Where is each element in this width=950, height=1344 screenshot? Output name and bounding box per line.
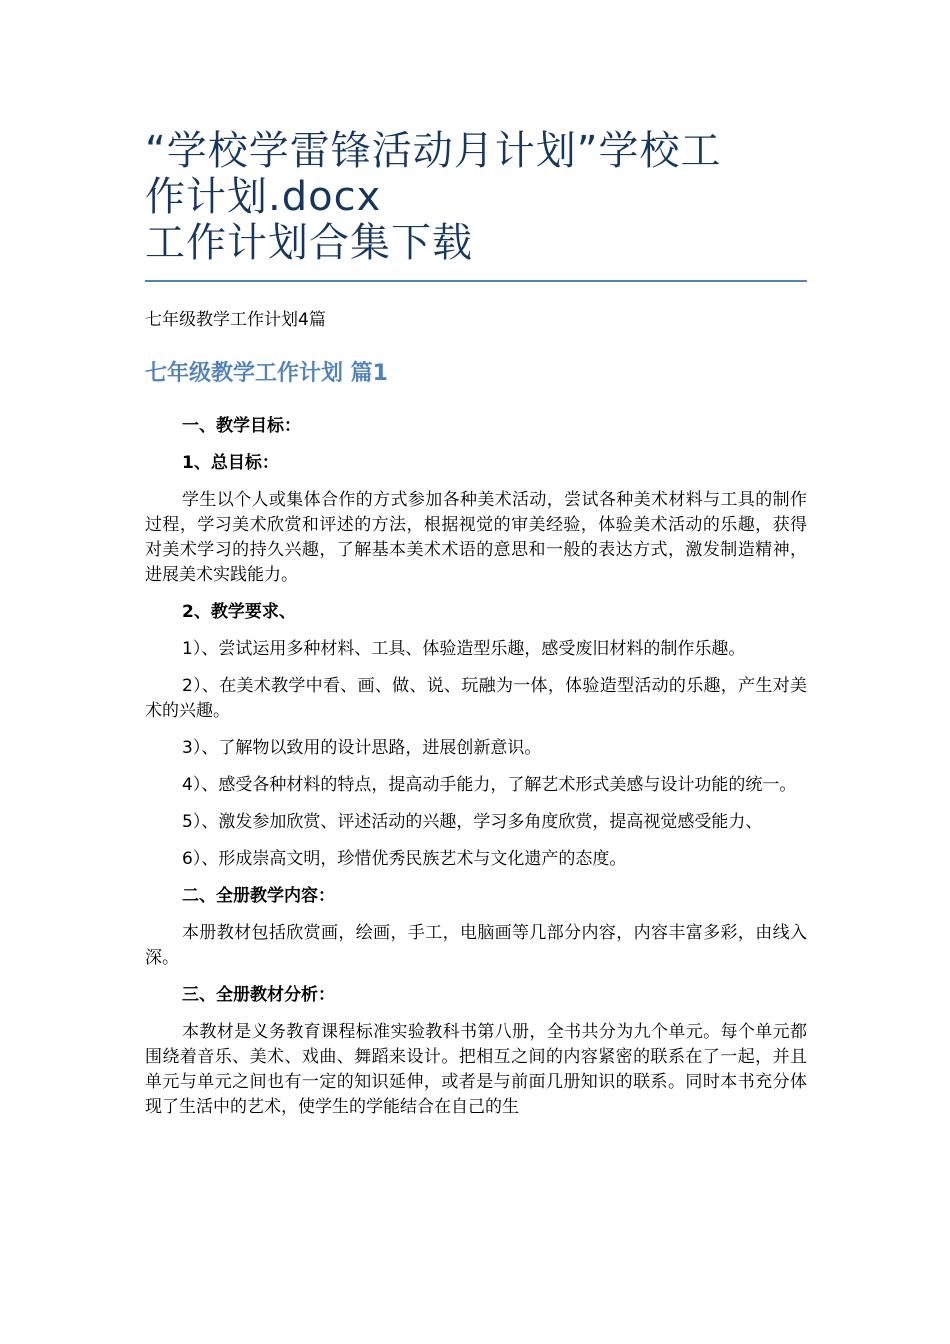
paragraph: 本教材是义务教育课程标准实验教科书第八册，全书共分为九个单元。每个单元都围绕着音乐、美术、戏曲、舞蹈来设计。把相互之间的内容紧密的联系在了一起，并且单元与单元之间也有一定的知识延伸，或者是与前面几册知识的联系。同时本书充分体现了生活中的艺术，使学生的学能结合在自己的生 xyxy=(145,1022,807,1117)
document-title xyxy=(145,128,810,266)
paragraph: 学生以个人或集体合作的方式参加各种美术活动，尝试各种美术材料与工具的制作过程，学习美术欣赏和评述的方法，根据视觉的审美经验，体验美术活动的乐趣，获得对美术学习的持久兴趣，了解基本美术术语的意思和一般的表达方式，激发制造精神，进展美术实践能力。 xyxy=(145,490,807,585)
paragraph: 6）、形成崇高文明，珍惜优秀民族艺术与文化遗产的态度。 xyxy=(182,849,627,869)
paragraph: 本册教材包括欣赏画，绘画，手工，电脑画等几部分内容，内容丰富多彩，由线入深。 xyxy=(145,923,807,968)
paragraph: 2）、在美术教学中看、画、做、说、玩融为一体，体验造型活动的乐趣，产生对美术的兴趣。 xyxy=(145,676,807,721)
paragraph-heading: 1、总目标： xyxy=(182,453,279,473)
title-line: 作计划.docx xyxy=(145,174,382,220)
title-divider xyxy=(145,280,807,282)
body-text xyxy=(145,414,807,1132)
paragraph-heading: 一、教学目标： xyxy=(182,416,301,436)
paragraph-heading: 二、全册教学内容： xyxy=(182,886,335,906)
title-line: 工作计划合集下载 xyxy=(145,220,473,266)
title-line: “学校学雷锋活动月计划”学校工 xyxy=(145,128,722,174)
document-subtitle: 七年级教学工作计划4篇 xyxy=(145,310,326,330)
paragraph: 4）、感受各种材料的特点，提高动手能力，了解艺术形式美感与设计功能的统一。 xyxy=(182,775,797,795)
section-heading: 七年级教学工作计划 篇1 xyxy=(145,361,388,386)
paragraph-heading: 2、教学要求、 xyxy=(182,602,296,622)
paragraph: 1）、尝试运用多种材料、工具、体验造型乐趣，感受废旧材料的制作乐趣。 xyxy=(182,639,746,659)
paragraph: 3）、了解物以致用的设计思路，进展创新意识。 xyxy=(182,738,542,758)
paragraph: 5）、激发参加欣赏、评述活动的兴趣，学习多角度欣赏，提高视觉感受能力、 xyxy=(182,812,763,832)
paragraph-heading: 三、全册教材分析： xyxy=(182,985,335,1005)
